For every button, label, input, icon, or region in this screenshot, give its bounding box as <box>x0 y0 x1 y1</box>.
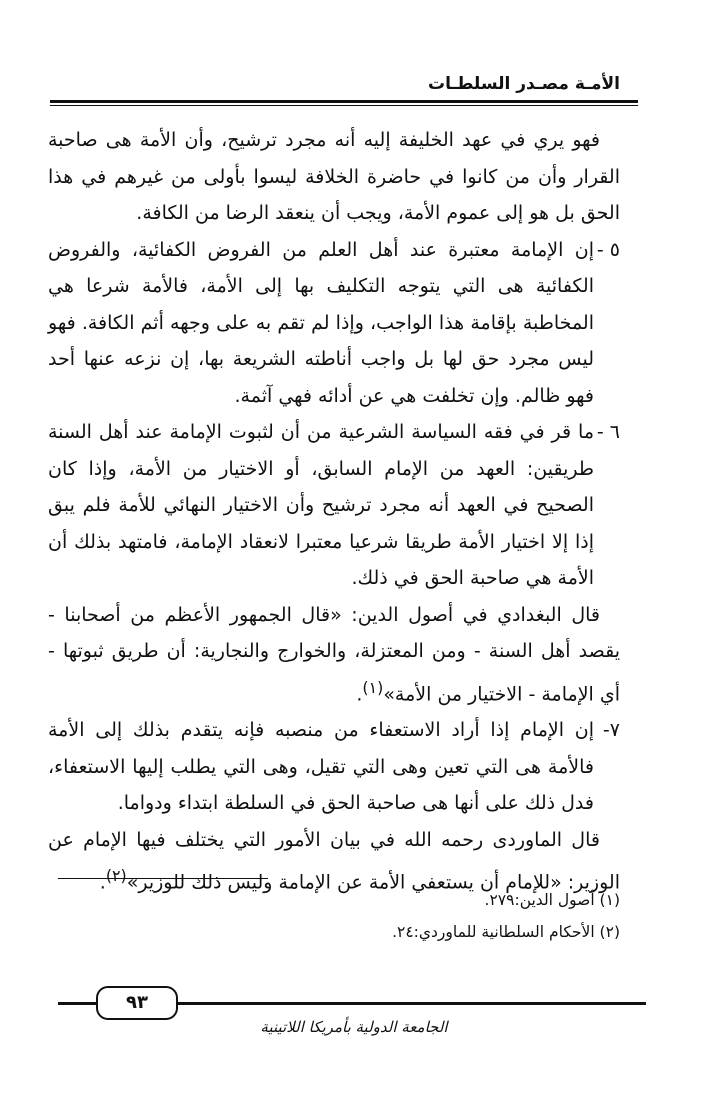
footer-rule-right <box>172 1002 646 1005</box>
footnote-separator <box>58 878 268 879</box>
footnote-1: (١) أصول الدين:٢٧٩. <box>484 891 620 909</box>
item-text: إن الإمامة معتبرة عند أهل العلم من الفروض الكفائية، والفروض الكفائية هى التي يتوجه التكليف بها إلى الأمة، فالأمة شرعا هي المخاطبة بإقامة هذا الواجب، وإذا لم تقم به على وجهه أثم الكافة. فهو ليس مجرد حق لها بل واجب أناطته الشريعة بها، إن نزعه عنها أحد فهو ظالم. وإن تخلفت هي عن أدائه فهي آثمة. <box>48 238 594 407</box>
item-text: إن الإمام إذا أراد الاستعفاء من منصبه فإنه يتقدم بذلك إلى الأمة فالأمة هى التي تعين وهى التي تقيل، وهى التي يطلب إليها الاستعفاء، فدل ذلك على أنها هى صاحبة الحق في السلطة ابتداء ودواما. <box>48 719 594 815</box>
item-number: ٧- <box>602 719 620 742</box>
footnote-2: (٢) الأحكام السلطانية للماوردي:٢٤. <box>392 923 620 941</box>
list-item-5 <box>48 232 620 415</box>
list-item-7 <box>48 712 620 822</box>
main-text <box>48 122 620 901</box>
footer-rule-left <box>58 1002 98 1005</box>
footnote-ref-1: (١) <box>362 677 384 697</box>
quote-baghdadi: قال البغدادي في أصول الدين: «قال الجمهور الأعظم من أصحابنا - يقصد أهل السنة - ومن المعتزلة، والخوارج والنجارية: أن طريق ثبوتها - أي الإمامة - الاختيار من الأمة»$^{(١)}$. <box>48 603 620 705</box>
quote-text: قال البغدادي في أصول الدين: «قال الجمهور الأعظم من أصحابنا - يقصد أهل السنة - ومن المعتزلة، والخوارج والنجارية: أن طريق ثبوتها - أي الإمامة - الاختيار من الأمة» <box>48 603 620 705</box>
item-number: ٥ - <box>596 238 620 261</box>
item-number: ٦ - <box>596 421 620 443</box>
footnotes <box>48 884 620 948</box>
running-header-title: الأمـة مصـدر السلطـات <box>428 74 620 94</box>
header-rule-thin <box>50 105 638 106</box>
list-item-6 <box>48 414 620 597</box>
footnote-ref-2: (٢) <box>105 866 127 886</box>
footer-institution: الجامعة الدولية بأمريكا اللاتينية <box>260 1018 448 1036</box>
page-number: ٩٣ <box>96 986 178 1020</box>
quote-mawardi: قال الماوردى رحمه الله في بيان الأمور التي يختلف فيها الإمام عن الوزير: «للإمام أن يستعفي الأمة عن الإمامة وليس ذلك للوزير»$^{(٢)}$. <box>48 828 620 894</box>
paragraph-1: فهو يري في عهد الخليفة إليه أنه مجرد ترشيح، وأن الأمة هى صاحبة القرار وأن من كانوا في حاضرة الخلافة ليسوا بأولى من غيرهم في هذا الحق بل هو إلى عموم الأمة، ويجب أن ينعقد الرضا من الكافة. <box>48 129 620 224</box>
header-rule-thick <box>50 100 638 103</box>
quote-text: قال الماوردى رحمه الله في بيان الأمور التي يختلف فيها الإمام عن الوزير: «للإمام أن يستعفي الأمة عن الإمامة وليس ذلك للوزير» <box>48 828 620 894</box>
item-text: ما قر في فقه السياسة الشرعية من أن لثبوت الإمامة عند أهل السنة طريقين: العهد من الإمام السابق، أو الاختيار من الأمة، وإذا كان الصحيح في العهد أنه مجرد ترشيح وأن الاختيار النهائي للأمة فلم يبق إذا إلا اختيار الأمة طريقا شرعيا معتبرا لانعقاد الإمامة، فامتهد بذلك أن الأمة هي صاحبة الحق في ذلك. <box>48 421 594 589</box>
